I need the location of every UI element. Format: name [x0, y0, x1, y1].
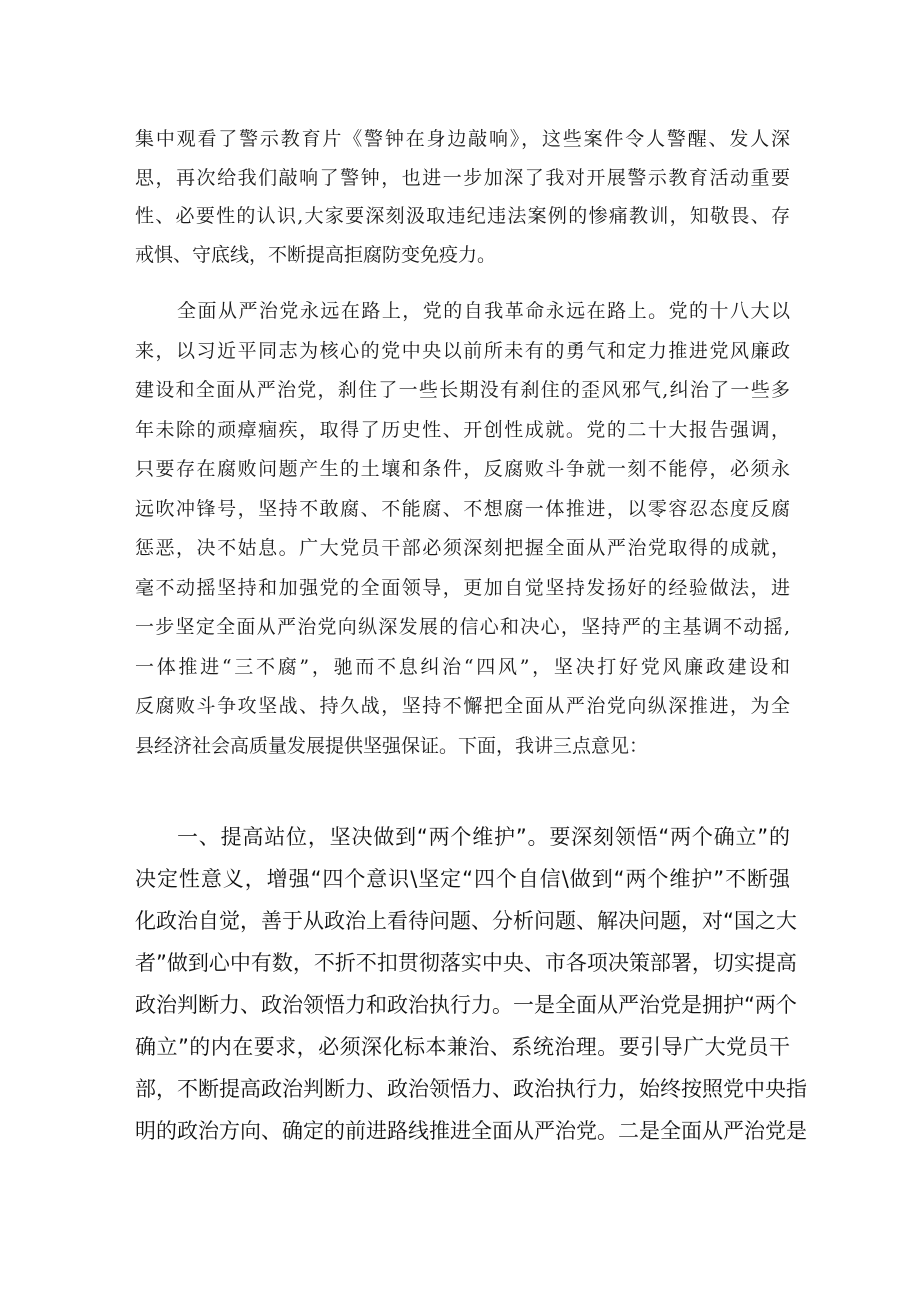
- paragraph-point-one: [135, 816, 807, 1152]
- text-line: 反腐败斗争攻坚战、持久战，坚持不懈把全面从严治党向纵深推进，为全: [135, 695, 790, 717]
- text-line: 远吹冲锋号，坚持不敢腐、不能腐、不想腐一体推进，以零容忍态度反腐: [135, 497, 790, 520]
- text-line: 全面从严治党永远在路上，党的自我革命永远在路上。党的十八大以: [177, 300, 790, 322]
- text-line: 年未除的顽瘴痼疾，取得了历史性、开创性成就。党的二十大报告强调，: [135, 418, 790, 441]
- text-line: 集中观看了警示教育片《警钟在身边敲响》，这些案件令人警醒、发人深: [135, 128, 790, 150]
- text-line: 部，不断提高政治判断力、政治领悟力、政治执行力，始终按照党中央指: [135, 1077, 807, 1101]
- text-line: 毫不动摇坚持和加强党的全面领导，更加自觉坚持发扬好的经验做法，进: [135, 576, 790, 599]
- text-line: 一、提高站位，坚决做到“两个维护”。要深刻领悟“两个确立”的: [177, 825, 790, 849]
- text-line: 化政治自觉，善于从政治上看待问题、分析问题、解决问题，对“国之大: [135, 909, 797, 933]
- text-line: 者”做到心中有数，不折不扣贯彻落实中央、市各项决策部署，切实提高: [135, 951, 797, 975]
- text-line: 一步坚定全面从严治党向纵深发展的信心和决心，坚持严的主基调不动摇,: [135, 616, 790, 638]
- text-line: 思，再次给我们敲响了警钟，也进一步加深了我对开展警示教育活动重要: [135, 166, 790, 189]
- text-line: 来，以习近平同志为核心的党中央以前所未有的勇气和定力推进党风廉政: [135, 339, 790, 362]
- paragraph-warning-education: [135, 120, 790, 274]
- text-line: 一体推进“三不腐”，驰而不息纠治“四风”，坚决打好党风廉政建设和: [135, 655, 790, 678]
- text-line: 性、必要性的认识,大家要深刻汲取违纪违法案例的惨痛教训，知敬畏、存: [135, 205, 790, 227]
- text-line: 戒惧、守底线，不断提高拒腐防变免疫力。: [135, 243, 497, 266]
- text-line: 惩恶，决不姑息。广大党员干部必须深刻把握全面从严治党取得的成就，: [135, 537, 790, 559]
- text-line: 明的政治方向、确定的前进路线推进全面从严治党。二是全面从严治党是: [135, 1119, 807, 1143]
- paragraph-strict-governance: [135, 292, 790, 766]
- text-line: 政治判断力、政治领悟力和政治执行力。一是全面从严治党是拥护“两个: [135, 993, 797, 1017]
- text-line: 只要存在腐败问题产生的土壤和条件，反腐败斗争就一刻不能停，必须永: [135, 458, 790, 480]
- text-line: 建设和全面从严治党，刹住了一些长期没有刹住的歪风邪气,纠治了一些多: [135, 379, 790, 401]
- text-line: 县经济社会高质量发展提供坚强保证。下面，我讲三点意见：: [135, 734, 649, 757]
- text-line: 确立”的内在要求，必须深化标本兼治、系统治理。要引导广大党员干: [135, 1035, 790, 1059]
- text-line: 决定性意义，增强“四个意识\坚定“四个自信\做到“两个维护”不断强: [135, 867, 790, 891]
